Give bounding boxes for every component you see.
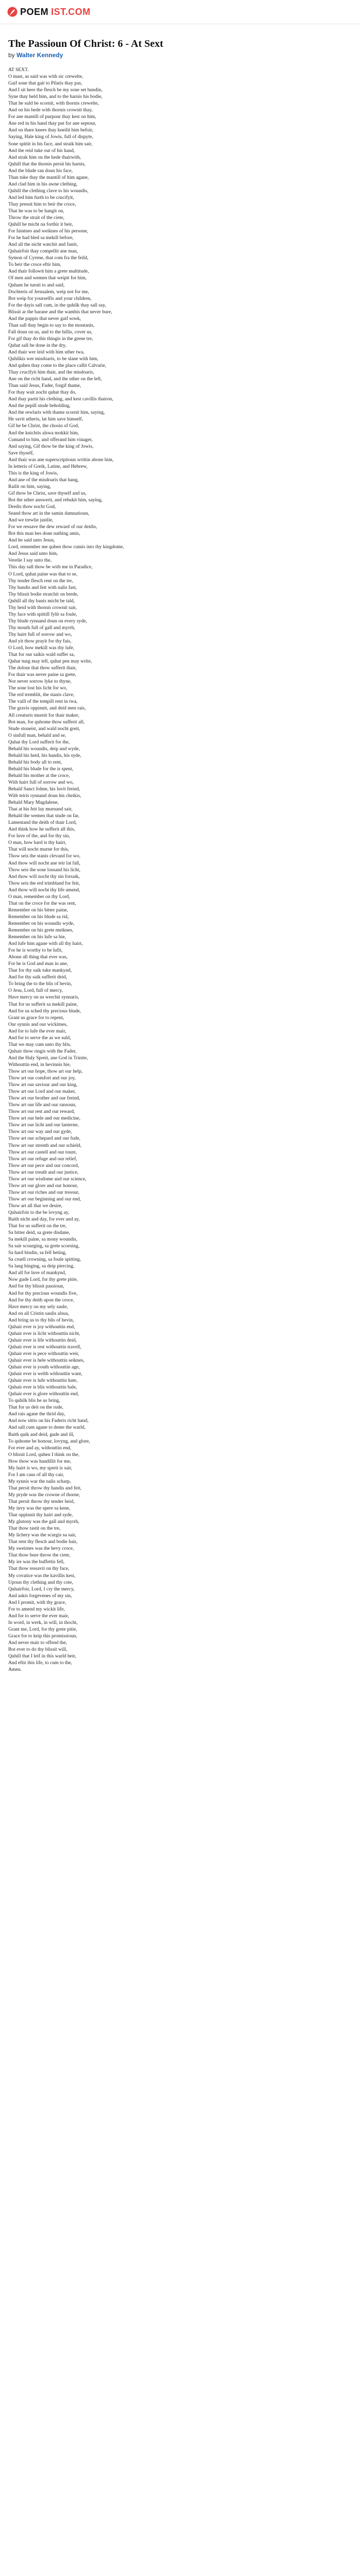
poem-line: Quhair ever is blis withouttin bale, <box>8 1384 77 1391</box>
poem-line: To beir the croce eftir him, <box>8 262 61 268</box>
poem-line: Quhair ever is youth withouttin age, <box>8 1364 80 1370</box>
poem-line: Thow art our comfort and our joy, <box>8 1075 76 1081</box>
poem-line: And I sit here the flesch be my sone set bundin, <box>8 87 103 93</box>
poem-line: For faintnes and weiknes of his persone, <box>8 228 88 234</box>
poem-line: And for thy saik sufferit deid, <box>8 974 67 980</box>
poem-line: Quhair ever is welth withouttin want, <box>8 1371 83 1377</box>
poem-line: Remember on his bitter paine, <box>8 907 68 913</box>
poem-line: And on all Cristin saulis alsua, <box>8 1310 69 1316</box>
poem-line: Quhat tung may tell, quhat pen may write, <box>8 658 92 665</box>
poem-line: That thow tastit on the tre, <box>8 1526 61 1532</box>
poem-line: That rent thy flesch and bodie bair, <box>8 1539 78 1545</box>
poem-line: Thy heid with thornis crownit sair, <box>8 604 77 611</box>
poem-line: For we ressave the dew reward of our deidis, <box>8 524 97 530</box>
site-logo[interactable] <box>7 7 91 18</box>
poem-line: Thow art our riches and our tresour, <box>8 1189 79 1195</box>
poem-line: And clad him in his awne clething, <box>8 181 78 187</box>
poem-line: Grant us grace for to repent, <box>8 1014 64 1021</box>
poem-line: Thay pressit him to beir the croce, <box>8 201 76 207</box>
poem-line: Gaif sone that gait to Pilatis thay pas, <box>8 80 83 87</box>
poem-line: My glutony was the gall and myrrh, <box>8 1519 79 1525</box>
poem-line: Dredis thow nocht God, <box>8 504 56 510</box>
poem-line: Thy tender flesch rent on the tre, <box>8 578 73 584</box>
poem-line: How thow was handillit for me, <box>8 1458 72 1464</box>
poem-line: Thow art our rest and our reward, <box>8 1109 75 1115</box>
poem-content <box>0 24 361 1673</box>
poem-line: And the rewlaris with thame scornit him, saying, <box>8 410 105 416</box>
poem-line: Quhairfoir thay compellit ane man, <box>8 248 78 255</box>
poem-line: And for thy blissit passioun, <box>8 1283 64 1290</box>
poem-line: And thow will nocht ane teir lat fall, <box>8 860 80 866</box>
poem-line: In word, in werk, in will, in thocht, <box>8 1619 78 1625</box>
poem-line: With teiris rynnand doun his cheikis, <box>8 793 81 799</box>
poem-line: Thy mouth full of gall and myrrh, <box>8 624 75 631</box>
poem-line: My synnis war the nalis scharp, <box>8 1478 71 1484</box>
poem-line: Ane on the richt hand, and the uther on the left, <box>8 376 102 382</box>
poem-line: Thow seis the stanis clevand for wo, <box>8 853 80 859</box>
poem-line: Behald his mother at the croce, <box>8 772 70 778</box>
poem-line: O mast, as said was with sic crewelte, <box>8 74 84 80</box>
poem-line: This is the king of Jowis, <box>8 470 58 476</box>
poem-line: And for to lufe the ever mair, <box>8 1028 67 1034</box>
poem-line: Quhill that the thornis persit his harnis, <box>8 161 86 167</box>
author-prefix: by <box>8 52 15 59</box>
poem-line: That for thy saik tuke mankynd, <box>8 968 72 974</box>
poem-line: Behald the wemen that stude on far, <box>8 813 79 819</box>
poem-line: Bot this man hes done nathing amis, <box>8 531 80 537</box>
poem-line: Bot man, for quhome thow sufferit all, <box>8 719 85 725</box>
poem-line: Thow art our saviour and our king, <box>8 1082 78 1088</box>
poem-line: Symon of Cyrene, that com fra the feild, <box>8 255 89 261</box>
poem-line: For gif thay do thir thingis in the grene tre, <box>8 335 93 342</box>
poem-line: Seand thow art in the samin damnatioun, <box>8 511 89 517</box>
poem-line: Thow art our schepard and our fude, <box>8 1136 80 1142</box>
poem-line: And on thare knees thay kneilit him befoir, <box>8 127 93 133</box>
poem-line: Quhill all thy banis micht be tald, <box>8 598 75 604</box>
poem-line: And all the nicht watchit and fastit, <box>8 242 78 248</box>
poem-line: And thair wer leid with him uther twa, <box>8 349 85 355</box>
poem-line: Behald Sanct Johne, his luvit freind, <box>8 786 80 792</box>
poem-line: My sweirnes was the hevy croce, <box>8 1546 74 1552</box>
poem-line: Quhill the clething clave to his woundis, <box>8 188 89 194</box>
site-header <box>0 0 361 24</box>
poem-line: Quhairfoir to the be lovyng ay, <box>8 1209 70 1215</box>
poem-line: And on his hede with thornis crownit thay, <box>8 107 93 113</box>
poem-line: And the reid tuke out of his hand, <box>8 147 75 154</box>
poem-line: O sinfull man, behald and se, <box>8 732 67 738</box>
poem-line: Quhair ever is hele withouttin seiknes, <box>8 1358 85 1363</box>
poem-line: Quhill that I leif in this warld heir, <box>8 1653 76 1659</box>
poem-line: Ane red in his hand thay put for ane septour, <box>8 121 96 127</box>
poem-line: And thow will nocht thy sin forsaik, <box>8 873 80 879</box>
poem-line: Fall doun on us, and to the hillis, cover us, <box>8 329 93 335</box>
poem-line: And all for luve of mankynd, <box>8 1270 66 1276</box>
poem-line: Saying, Hale king of Jowis, full of dispyte, <box>8 134 93 140</box>
poem-line: Our synnis and our wickitnes, <box>8 1021 68 1027</box>
poem-line: Sa cruell crowning, sa foule spitting, <box>8 1257 81 1263</box>
poem-line: Than tuke thay the mantill of him agane, <box>8 174 89 180</box>
poem-line: Quhair thow ringis with the Fader, <box>8 1048 77 1054</box>
logo-accent-text: IST.COM <box>51 6 91 17</box>
poem-line: My pryde was the crowne of thorne, <box>8 1492 80 1498</box>
poem-line: Behald Mary Magdalene, <box>8 800 59 806</box>
poem-line: That for our saikis wald suffer sa, <box>8 652 75 658</box>
poem-line: And the blude ran doun his face, <box>8 167 73 174</box>
poem-line: Remember on his woundis wyde, <box>8 920 75 926</box>
poem-line: Thow art our wisdome and our science, <box>8 1176 87 1182</box>
poem-line: Thy handis and feit with nalis fast, <box>8 584 77 590</box>
poem-line: Quhilkis wer misdoaris, to be slane with him, <box>8 356 99 362</box>
poem-byline <box>8 51 353 59</box>
poem-line: And the pappis that never gaif sowk, <box>8 315 81 321</box>
poem-line: Thow art our refuge and our relief, <box>8 1156 77 1162</box>
poem-line: That he was to be hangit on, <box>8 208 64 214</box>
feather-logo-icon <box>7 7 18 17</box>
poem-line: Baith quik and deid, gude and ill, <box>8 1431 74 1437</box>
poem-line: Lord, remember me quhen thow cumis into thy kingdome, <box>8 544 124 550</box>
poem-line: Grace for to keip this promissioun, <box>8 1633 77 1639</box>
author-link[interactable]: Walter Kennedy <box>17 52 63 59</box>
poem-line: O Jesu, Lord, full of mercy, <box>8 988 63 994</box>
poem-line: Sa mekill paine, sa mony woundis, <box>8 1236 78 1243</box>
poem-line: Nor never sorrow lyke to thyne, <box>8 679 72 685</box>
poem-line: O Lord, quhat paine was that to se, <box>8 571 78 577</box>
poem-line: Thow art our hope, thow art our help, <box>8 1068 83 1074</box>
poem-line: All creaturis murnit for thair maker, <box>8 712 79 718</box>
poem-line: He savit utheris, lat him save himself, <box>8 416 83 422</box>
poem-line: AT SEXT. <box>8 67 29 73</box>
poem-line: For he had bled sa mekill before, <box>8 235 74 241</box>
poem-line: Than said Jesus, Fader, forgif thame, <box>8 383 81 389</box>
poem-line: Thow art our strenth and our schield, <box>8 1142 82 1148</box>
poem-line: That for us deit on the rude, <box>8 1404 63 1411</box>
poem-line: Gif he be Christ, the chosin of God, <box>8 423 79 429</box>
poem-line: And strak him on the hede thairwith, <box>8 154 81 160</box>
poem-line: And thair was ane superscriptioun writtin abone him, <box>8 456 114 463</box>
poem-line: Save thyself, <box>8 450 34 456</box>
poem-line: And Jesus said unto him, <box>8 551 58 557</box>
poem-line: The erd tremblit, the stanis clave, <box>8 692 75 698</box>
poem-line: That on the croce for the was rent, <box>8 900 76 906</box>
poem-line: This day sall thow be with me in Paradice, <box>8 564 93 570</box>
poem-line: For I am caus of all thy cair, <box>8 1471 64 1478</box>
poem-line: And for thy precious woundis five, <box>8 1290 78 1296</box>
poem-line: That oppinnit thy hairt and syde, <box>8 1512 73 1518</box>
poem-line: That persit throw thy handis and feit, <box>8 1485 82 1491</box>
poem-line: My ire was the buffettis fell, <box>8 1559 65 1565</box>
poem-line: My covatice was the kavillis kest, <box>8 1572 76 1579</box>
poem-line: Abone all thing that ever was, <box>8 954 68 960</box>
poem-line: Verelie I say unto the, <box>8 557 52 564</box>
poem-line: The vaill of the tempill rent in twa, <box>8 699 78 705</box>
poem-line: And led him furth to be crucifyit, <box>8 194 74 200</box>
poem-line: Quhair ever is licht withouttin nicht, <box>8 1330 80 1336</box>
poem-line: Of men and wemen that weipit for him, <box>8 275 87 281</box>
poem-line: Thy blissit bodie stratchit on brede, <box>8 591 78 597</box>
poem-line: Sa bitter deid, sa grete disdane, <box>8 1230 70 1236</box>
poem-line: To quhome be honour, lovyng, and glore, <box>8 1438 90 1444</box>
poem-line: Quhair ever is glore withouttin end, <box>8 1391 79 1397</box>
poem-line: And he said unto Jesus, <box>8 537 55 544</box>
poem-line: My lichery was the scurgis sa sair, <box>8 1532 76 1538</box>
poem-line: Thow art our pece and our concord, <box>8 1162 79 1168</box>
poem-line: And the knichtis alswa mokkit him, <box>8 430 79 436</box>
poem-line: That thow bure throw the ciete, <box>8 1552 71 1558</box>
poem-line: That at his feit lay murnand sair, <box>8 806 73 812</box>
poem-line: With hairt full of sorrow and wo, <box>8 779 74 785</box>
poem-line: My invy was the spere sa kene, <box>8 1505 71 1512</box>
poem-line: And askis forgevenes of my sin, <box>8 1592 72 1599</box>
poem-line: Remember on his lufe sa hie, <box>8 934 66 940</box>
poem-line: That for us sufferit sa mekill paine, <box>8 1001 78 1007</box>
poem-line: Quhair ever is lufe withouttin hate, <box>8 1378 78 1384</box>
poem-line: Syne thay held him, and to the harnis his bodie, <box>8 94 103 100</box>
poem-line: To quhilk blis he us bring, <box>8 1398 60 1404</box>
poem-line: Sa sair scourging, sa grete scorning, <box>8 1243 80 1249</box>
poem-line: Thow art our Lord and our maker, <box>8 1089 76 1095</box>
poem-line: Thow art our glore and our honour, <box>8 1182 78 1189</box>
poem-line: Amen. <box>8 1667 22 1673</box>
poem-line: That he suld be scornit, with thornis crewelte, <box>8 100 99 107</box>
poem-line: Dochteris of Jerusalem, weip not for me, <box>8 289 89 295</box>
poem-line: Thow art our way and our gyde, <box>8 1129 72 1135</box>
poem-line: Thay crucifyit him thair, and the misdoaris, <box>8 369 94 376</box>
poem-line: That persit throw thy tender heid, <box>8 1498 75 1504</box>
poem-line: And now sittis on his Faderis richt hand, <box>8 1418 89 1424</box>
poem-line: Quhair ever is pece withouttin weir, <box>8 1350 79 1357</box>
poem-title: The Passioun Of Christ: 6 - At Sext <box>8 38 163 49</box>
poem-line: O man, remember on thy Lord, <box>8 893 70 900</box>
poem-line: Thow art our licht and our lanterne, <box>8 1122 79 1128</box>
poem-line: For to amend my wickit life, <box>8 1606 65 1612</box>
poem-line: For thay wait nocht quhat thay do, <box>8 389 76 396</box>
poem-line: Behald his body all to rent, <box>8 759 62 765</box>
poem-line: Quhair ever is rest withouttin travell, <box>8 1344 81 1350</box>
poem-line: Thow art all that we desire, <box>8 1202 62 1209</box>
poem-line: O Lord, how mekill was thy lufe, <box>8 645 74 651</box>
poem-line: Remember on his grete meiknes, <box>8 927 74 933</box>
poem-line: Thy blude rynnand doun on every syde, <box>8 618 87 624</box>
poem-line: And I promit, with thy grace, <box>8 1599 67 1605</box>
poem-line: Thow seis the erd trimbland for feir, <box>8 880 80 886</box>
poem-line: Thow seis the sone lossand his licht, <box>8 867 80 873</box>
poem-line: In letteris of Greik, Latine, and Hebrew, <box>8 463 88 469</box>
poem-line: Quhair ever is joy withouttin end, <box>8 1324 75 1330</box>
poem-line: Thow art our treuth and our justice, <box>8 1169 79 1175</box>
poem-line: And bring us to thy blis of hevin, <box>8 1317 74 1323</box>
poem-line: For ever and ay, withouttin end, <box>8 1445 72 1451</box>
poem-line: That will nocht murne for this, <box>8 846 69 853</box>
poem-line: Gif thow be Christ, save thyself and us, <box>8 490 87 496</box>
poem-line: Thow art our hele and our medicine, <box>8 1115 80 1122</box>
poem-line: Sone spittit in his face, and straik him sair, <box>8 141 93 147</box>
poem-line: And thay partit his clething, and kest cavillis thairon, <box>8 396 113 402</box>
poem-line: To bring the to the blis of hevin, <box>8 981 72 987</box>
poem-line: For he is worthy to be lufit, <box>8 947 63 954</box>
poem-line: Behald his heid, his handis, his syde, <box>8 752 81 758</box>
poem-line: The sone lost his licht for wo, <box>8 685 68 691</box>
poem-line: My hairt is wo, my spreit is sair, <box>8 1465 73 1471</box>
poem-body <box>8 66 353 1673</box>
poem-line: And we trewlie justlie, <box>8 517 54 523</box>
poem-line: Bot weip for yourselfis and your children, <box>8 295 92 301</box>
poem-line: Upoun thy clething and thy cote, <box>8 1579 73 1585</box>
poem-line: Baith nicht and day, for ever and ay, <box>8 1216 80 1223</box>
poem-line: For ane mantill of purpour thay kest on him, <box>8 114 96 120</box>
poem-line: For thair was never paine sa grete, <box>8 672 76 678</box>
poem-line: Thy face with spittill fylit sa foule, <box>8 611 77 617</box>
poem-line: And saying, Gif thow be the king of Jowis, <box>8 443 94 449</box>
poem-line: And the pepill stude beholding, <box>8 403 71 409</box>
poem-line: Cumand to him, and offerand him vinager, <box>8 436 93 443</box>
poem-line: Behald his woundis, deip and wyde, <box>8 745 80 752</box>
poem-line: That thow ressavit on thy face, <box>8 1566 70 1572</box>
poem-line: Railit on him, saying, <box>8 483 51 489</box>
poem-line: Now gude Lord, for thy grete pitie, <box>8 1277 78 1283</box>
poem-line: Quhair ever is life withouttin deid, <box>8 1337 77 1343</box>
poem-line: O man, how hard is thy hairt, <box>8 840 67 846</box>
poem-line: Quhairfoir, Lord, I cry the mercy, <box>8 1586 75 1592</box>
poem-line: And rais agane the thrid day, <box>8 1411 65 1417</box>
poem-line: For luve of the, and for thy sin, <box>8 833 70 839</box>
poem-line: Lamentand the deith of thair Lord, <box>8 820 77 826</box>
poem-line: And for us sched thy precious blude, <box>8 1008 81 1014</box>
poem-line: Bot the uther answerit, and rebukit him, saying, <box>8 497 103 503</box>
poem-line: Quham he turnit to and said, <box>8 282 65 288</box>
poem-line: And think how he sufferit all this, <box>8 826 75 833</box>
poem-line: Blissit ar the barane and the wambis that never bure, <box>8 309 112 315</box>
poem-line: And for to serve the ever mair, <box>8 1613 69 1619</box>
poem-line: And for to serve the as we suld, <box>8 1035 71 1041</box>
poem-line: Thow art our castell and our toure, <box>8 1149 77 1155</box>
poem-line: And the Haly Spreit, ane God in Trinite, <box>8 1055 88 1061</box>
poem-line: And ane of the misdoaris that hang, <box>8 477 79 483</box>
poem-line: Throw the strait of the ciete, <box>8 215 64 221</box>
poem-line: That we may cum unto thy blis, <box>8 1041 71 1047</box>
poem-line: And quhen thay come to the place callit Calvarie, <box>8 363 106 369</box>
poem-line: And lufe him agane with all thy hairt, <box>8 941 83 947</box>
poem-line: And for thy deith upon the croce, <box>8 1297 74 1303</box>
poem-line: Bot ever to do thy blissit will, <box>8 1647 68 1653</box>
poem-line: The gravis oppinnit, and deid men rais, <box>8 705 86 711</box>
poem-line: And yit thow prayit for thy fais, <box>8 638 72 644</box>
poem-line: Sa hard bindin, sa fell beting, <box>8 1250 67 1256</box>
poem-line: Thow art our brother and our freind, <box>8 1095 80 1101</box>
poem-line: For he is God and man in ane, <box>8 961 68 967</box>
poem-line: Withouttin end, in hevinnis hie, <box>8 1061 71 1067</box>
poem-line: Have mercy on my sely saule, <box>8 1303 68 1310</box>
poem-line: And thow will nocht thy life amend, <box>8 887 80 893</box>
poem-line: And sall cum agane to deme the warld, <box>8 1425 86 1431</box>
logo-text: POEM <box>20 6 49 17</box>
poem-line: Remember on his blude sa rid, <box>8 913 69 920</box>
poem-line: And never mair to offend the, <box>8 1639 67 1646</box>
poem-line: Sa lang hinging, sa deip piercing, <box>8 1263 75 1269</box>
poem-line: Thy hairt full of sorrow and wo, <box>8 631 72 637</box>
poem-line: And thair followit him a grete multitude, <box>8 268 89 275</box>
poem-line: Behald his blude for the is spent, <box>8 766 74 772</box>
poem-line: Than sall thay begin to say to the montanis, <box>8 322 95 328</box>
poem-line: O blissit Lord, quhen I think on the, <box>8 1451 79 1458</box>
poem-line: That for us sufferit on the tre, <box>8 1223 67 1229</box>
poem-line: Quhill he micht na forthir it beir, <box>8 222 73 228</box>
poem-line: Thow art our life and our ransoun, <box>8 1102 76 1108</box>
poem-line: The dolour that thow sufferit thair, <box>8 665 77 671</box>
poem-line: Have mercy on us wrechit synnaris, <box>8 994 79 1001</box>
poem-line: And eftir this life, to cum to the, <box>8 1660 72 1666</box>
poem-line: Quhat thy Lord sufferit for the, <box>8 739 70 745</box>
poem-line: Stude stoneist, and wald nocht greit, <box>8 725 80 732</box>
poem-line: Thow art our beginning and our end, <box>8 1196 81 1202</box>
poem-line: Quhat sall be done in the dry, <box>8 342 67 348</box>
poem-line: Grant me, Lord, for thy grete pitie, <box>8 1626 77 1632</box>
poem-line: For the dayis sall cum, in the quhilk thay sall say, <box>8 302 106 308</box>
